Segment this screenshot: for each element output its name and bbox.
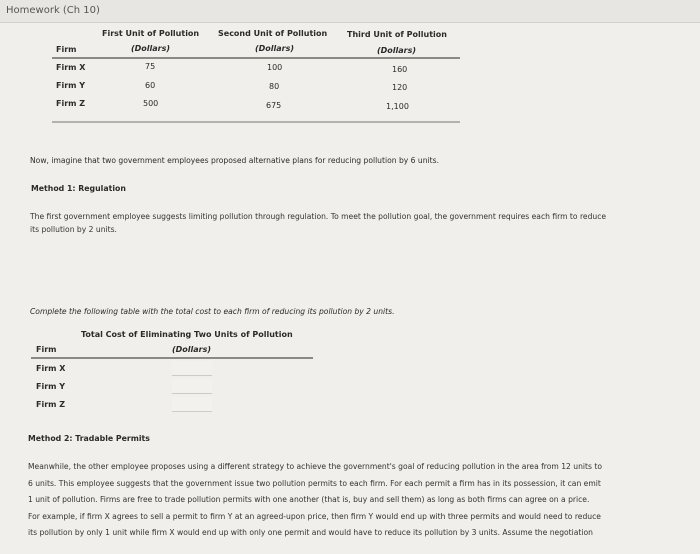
method1-text <box>30 209 690 237</box>
cell-first: 500 <box>143 99 159 108</box>
method2-text-line: Meanwhile, the other employee proposes using a different strategy to achieve the government's goal of reducing pollution in the area from 12 units to <box>28 462 603 471</box>
row-firm: Firm X <box>56 63 86 72</box>
cell-second: 675 <box>266 101 282 110</box>
method1-heading: Method 1: Regulation <box>31 184 126 193</box>
cell-first: 60 <box>145 81 156 90</box>
assignment-header <box>0 0 700 23</box>
firm-x-total-input[interactable] <box>172 361 212 376</box>
cell-third: 120 <box>392 83 408 92</box>
method2-text-line: For example, if firm X agrees to sell a permit to firm Y at an agreed-upon price, then firm Y would end up with three permits and would need to reduce <box>28 511 601 521</box>
cell-second: 100 <box>267 63 283 72</box>
col-firm: Firm <box>56 45 77 54</box>
method2-text-line: 6 units. This employee suggests that the government issue two pollution permits to each firm. For each permit a firm has in its possession, it can emit <box>28 478 601 488</box>
cell-third: 160 <box>392 65 408 74</box>
cell-first: 75 <box>145 62 156 71</box>
row-firm: Firm Z <box>56 99 86 108</box>
col-first-unit: First Unit of Pollution <box>102 29 200 38</box>
method2-text-line: its pollution by only 1 unit while firm X would end up with only one permit and would have to reduce its pollution by 3 units. Assume the negotiation <box>28 528 593 537</box>
col-firm: Firm <box>36 345 57 354</box>
col-total-cost: Total Cost of Eliminating Two Units of Pollution <box>81 330 293 339</box>
cell-third: 1,100 <box>386 102 409 111</box>
method2-text <box>28 459 696 542</box>
total-table-rule <box>31 357 313 359</box>
cell-second: 80 <box>269 82 280 91</box>
complete-instruction: Complete the following table with the total cost to each firm of reducing its pollution by 2 units. <box>30 307 395 316</box>
assignment-title: Homework (Ch 10) <box>6 5 100 16</box>
row-firm: Firm Y <box>36 382 66 391</box>
col-second-unit: Second Unit of Pollution <box>218 29 328 38</box>
row-firm: Firm Y <box>56 81 86 90</box>
intro-text: Now, imagine that two government employees proposed alternative plans for reducing pollution by 6 units. <box>30 156 440 165</box>
table-header-rule <box>52 57 460 59</box>
row-firm: Firm X <box>36 364 66 373</box>
method2-heading: Method 2: Tradable Permits <box>28 434 150 443</box>
col-unit: (Dollars) <box>172 345 212 354</box>
firm-y-total-input[interactable] <box>172 379 212 394</box>
row-firm: Firm Z <box>36 400 66 409</box>
method1-text-line: The first government employee suggests limiting pollution through regulation. To meet the pollution goal, the government requires each firm to reduce <box>30 212 607 221</box>
col3-unit: (Dollars) <box>377 46 417 55</box>
col-third-unit: Third Unit of Pollution <box>347 30 447 39</box>
table-bottom-rule <box>52 121 460 123</box>
col1-unit: (Dollars) <box>131 44 171 53</box>
method1-text-line: its pollution by 2 units. <box>30 225 117 234</box>
firm-z-total-input[interactable] <box>172 397 212 412</box>
method2-text-line: 1 unit of pollution. Firms are free to trade pollution permits with one another (that is, buy and sell them) as long as both firms can agree on a price. <box>28 495 590 504</box>
col2-unit: (Dollars) <box>255 44 295 53</box>
